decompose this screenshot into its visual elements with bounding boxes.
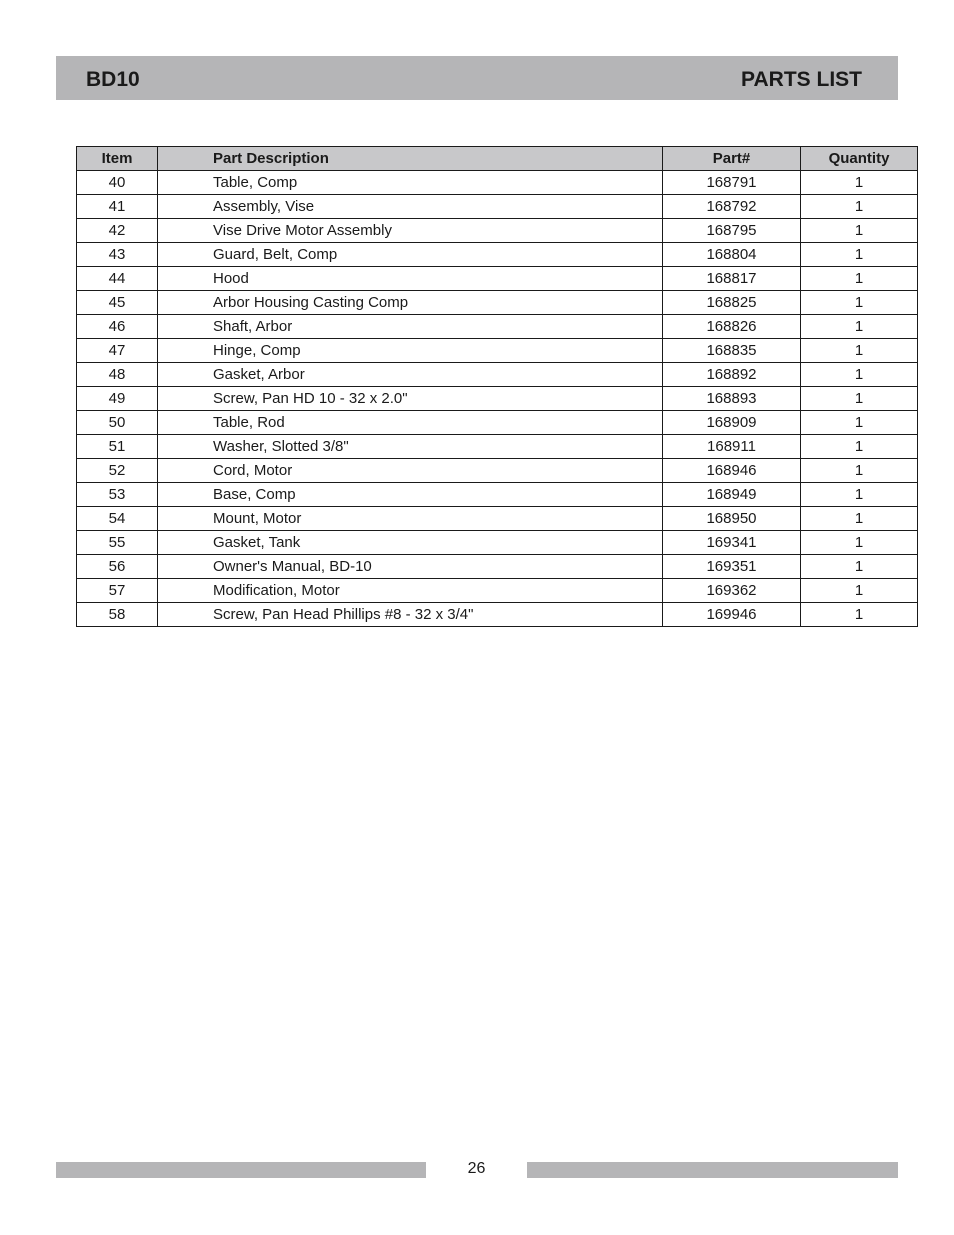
- part-number-cell: 168826: [663, 315, 801, 339]
- table-row: [77, 459, 918, 483]
- table-row: [77, 363, 918, 387]
- column-header-quantity: Quantity: [801, 147, 918, 171]
- item-cell: 56: [77, 555, 158, 579]
- table-row: [77, 219, 918, 243]
- page-number: 26: [467, 1160, 486, 1177]
- model-name: BD10: [86, 68, 140, 91]
- table-row: [77, 435, 918, 459]
- part-number-cell: 168950: [663, 507, 801, 531]
- description-cell: Cord, Motor: [158, 459, 663, 483]
- part-number-cell: 168892: [663, 363, 801, 387]
- item-cell: 48: [77, 363, 158, 387]
- description-cell: Table, Comp: [158, 171, 663, 195]
- table-row: [77, 483, 918, 507]
- part-number-cell: 168909: [663, 411, 801, 435]
- part-number-cell: 168825: [663, 291, 801, 315]
- part-number-cell: 168911: [663, 435, 801, 459]
- quantity-cell: 1: [801, 387, 918, 411]
- quantity-cell: 1: [801, 459, 918, 483]
- quantity-cell: 1: [801, 603, 918, 627]
- table-row: [77, 291, 918, 315]
- part-number-cell: 168792: [663, 195, 801, 219]
- table-row: [77, 531, 918, 555]
- part-number-cell: 169946: [663, 603, 801, 627]
- part-number-cell: 168949: [663, 483, 801, 507]
- parts-table: [76, 146, 918, 627]
- description-cell: Guard, Belt, Comp: [158, 243, 663, 267]
- table-row: [77, 267, 918, 291]
- description-cell: Hinge, Comp: [158, 339, 663, 363]
- column-header-description: Part Description: [158, 147, 663, 171]
- quantity-cell: 1: [801, 363, 918, 387]
- quantity-cell: 1: [801, 291, 918, 315]
- footer-bar-right: [527, 1162, 898, 1178]
- description-cell: Arbor Housing Casting Comp: [158, 291, 663, 315]
- description-cell: Table, Rod: [158, 411, 663, 435]
- description-cell: Modification, Motor: [158, 579, 663, 603]
- quantity-cell: 1: [801, 411, 918, 435]
- quantity-cell: 1: [801, 435, 918, 459]
- table-row: [77, 411, 918, 435]
- item-cell: 47: [77, 339, 158, 363]
- parts-table-body: [77, 171, 918, 627]
- header-bar: [56, 56, 898, 100]
- item-cell: 57: [77, 579, 158, 603]
- item-cell: 42: [77, 219, 158, 243]
- description-cell: Gasket, Arbor: [158, 363, 663, 387]
- item-cell: 40: [77, 171, 158, 195]
- quantity-cell: 1: [801, 579, 918, 603]
- quantity-cell: 1: [801, 171, 918, 195]
- table-row: [77, 603, 918, 627]
- item-cell: 52: [77, 459, 158, 483]
- quantity-cell: 1: [801, 195, 918, 219]
- description-cell: Hood: [158, 267, 663, 291]
- description-cell: Owner's Manual, BD-10: [158, 555, 663, 579]
- quantity-cell: 1: [801, 483, 918, 507]
- part-number-cell: 168946: [663, 459, 801, 483]
- table-row: [77, 579, 918, 603]
- quantity-cell: 1: [801, 243, 918, 267]
- footer-bar-left: [56, 1162, 426, 1178]
- part-number-cell: 168795: [663, 219, 801, 243]
- table-row: [77, 387, 918, 411]
- part-number-cell: 168893: [663, 387, 801, 411]
- table-row: [77, 243, 918, 267]
- item-cell: 50: [77, 411, 158, 435]
- item-cell: 53: [77, 483, 158, 507]
- part-number-cell: 169362: [663, 579, 801, 603]
- description-cell: Mount, Motor: [158, 507, 663, 531]
- quantity-cell: 1: [801, 531, 918, 555]
- part-number-cell: 169351: [663, 555, 801, 579]
- part-number-cell: 168835: [663, 339, 801, 363]
- quantity-cell: 1: [801, 507, 918, 531]
- table-row: [77, 507, 918, 531]
- description-cell: Washer, Slotted 3/8": [158, 435, 663, 459]
- item-cell: 58: [77, 603, 158, 627]
- item-cell: 43: [77, 243, 158, 267]
- table-row: [77, 555, 918, 579]
- page-title: PARTS LIST: [741, 68, 862, 91]
- item-cell: 55: [77, 531, 158, 555]
- quantity-cell: 1: [801, 267, 918, 291]
- item-cell: 46: [77, 315, 158, 339]
- quantity-cell: 1: [801, 339, 918, 363]
- item-cell: 41: [77, 195, 158, 219]
- item-cell: 54: [77, 507, 158, 531]
- column-header-part-number: Part#: [663, 147, 801, 171]
- description-cell: Assembly, Vise: [158, 195, 663, 219]
- description-cell: Screw, Pan HD 10 - 32 x 2.0": [158, 387, 663, 411]
- table-header-row: [77, 147, 918, 171]
- quantity-cell: 1: [801, 555, 918, 579]
- table-row: [77, 195, 918, 219]
- description-cell: Vise Drive Motor Assembly: [158, 219, 663, 243]
- part-number-cell: 168804: [663, 243, 801, 267]
- description-cell: Gasket, Tank: [158, 531, 663, 555]
- description-cell: Base, Comp: [158, 483, 663, 507]
- column-header-item: Item: [77, 147, 158, 171]
- quantity-cell: 1: [801, 315, 918, 339]
- part-number-cell: 168817: [663, 267, 801, 291]
- item-cell: 44: [77, 267, 158, 291]
- description-cell: Screw, Pan Head Phillips #8 - 32 x 3/4": [158, 603, 663, 627]
- table-row: [77, 339, 918, 363]
- quantity-cell: 1: [801, 219, 918, 243]
- part-number-cell: 169341: [663, 531, 801, 555]
- table-row: [77, 171, 918, 195]
- part-number-cell: 168791: [663, 171, 801, 195]
- item-cell: 49: [77, 387, 158, 411]
- table-row: [77, 315, 918, 339]
- item-cell: 51: [77, 435, 158, 459]
- item-cell: 45: [77, 291, 158, 315]
- description-cell: Shaft, Arbor: [158, 315, 663, 339]
